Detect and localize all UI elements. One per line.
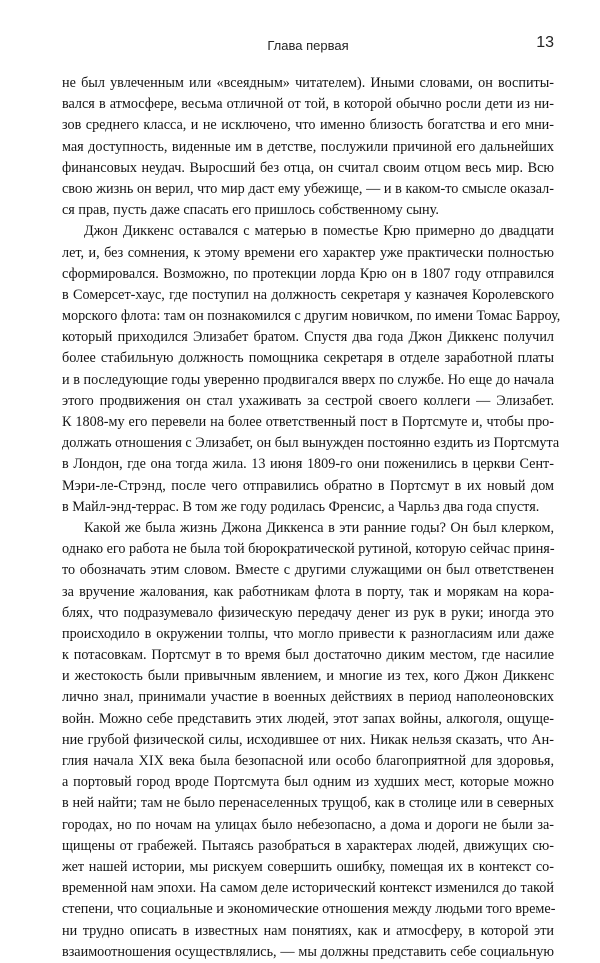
text-line: Мэри-ле-Стрэнд, после чего отправились обратно в Портсмут в их новый дом <box>62 477 554 494</box>
text-line: ние грубой физической силы, исходившее от них. Никак нельзя сказать, что Ан- <box>62 731 554 748</box>
text-line: ни трудно описать в известных нам понятиях, как и атмосферу, в которой эти <box>62 922 554 939</box>
text-line: зов среднего класса, и не исключено, что именно близость богатства и его мни- <box>62 117 554 134</box>
text-line: должать отношения с Элизабет, он был вынужден постоянно ездить из Портсмута <box>62 435 560 452</box>
text-line: войн. Можно себе представить этих людей, этот запах войны, алкоголя, ощуще- <box>62 710 554 727</box>
text-line: однако его работа не была той бюрократической рутиной, которую сейчас приня- <box>62 541 555 558</box>
text-line: сформировался. Возможно, по протекции лорда Крю он в 1807 году отправился <box>62 265 554 282</box>
chapter-title: Глава первая <box>267 38 349 53</box>
text-line: лет, и, без сомнения, к этому времени его характер уже практически полностью <box>62 244 554 261</box>
text-line: морского флота: там он познакомился с другим новичком, по имени Томас Барроу, <box>62 308 561 325</box>
paragraph <box>62 518 554 963</box>
text-line: К 1808-му его перевели на более ответственный пост в Портсмуте и, чтобы про- <box>62 414 554 430</box>
text-line: более стабильную должность помощника секретаря в отделе заработной платы <box>62 350 554 367</box>
text-line: жет нашей истории, мы рискуем совершить ошибку, помещая их в контекст со- <box>62 858 554 875</box>
text-line: взаимоотношения осуществлялись, — мы должны представить себе социальную <box>62 943 554 960</box>
text-line: блях, что подразумевало физическую передачу денег из рук в руки; иногда это <box>62 604 554 621</box>
text-line: Какой же была жизнь Джона Диккенса в эти ранние годы? Он был клерком, <box>84 519 554 536</box>
text-line: ся прав, пусть даже спасать его пришлось собственному сыну. <box>62 202 439 219</box>
text-line: вался в атмосфере, весьма отличной от той, в которой обычно росли дети из ни- <box>62 96 554 113</box>
text-line: в ней найти; там не было перенаселенных трущоб, как в столице или в северных <box>62 795 554 812</box>
paragraph <box>62 221 561 518</box>
page-number: 13 <box>536 34 554 51</box>
text-line: этого продвижения он стал ухаживать за сестрой своего коллеги — Элизабет. <box>62 392 554 409</box>
text-line: а портовый город вроде Портсмута был одним из худших мест, которые можно <box>62 774 554 791</box>
text-line: в Сомерсет-хаус, где поступил на должность секретаря у казначея Королевского <box>62 286 554 303</box>
text-line: временной нам эпохи. На самом деле исторический контекст изменился до такой <box>62 880 554 897</box>
text-line: Джон Диккенс оставался с матерью в поместье Крю примерно до двадцати <box>84 223 554 240</box>
text-line: происходило в окружении толпы, что могло привести к разногласиям или даже <box>62 625 554 642</box>
text-line: глия начала XIX века была безопасной или особо благоприятной для здоровья, <box>62 753 554 769</box>
text-line: свою жизнь он верил, что мир даст ему убежище, — и в каком-то смысле оказал- <box>62 180 554 197</box>
text-line: к потасовкам. Портсмут в то время был достаточно диким местом, где насилие <box>62 647 554 664</box>
text-line: мая доступность, виденные им в детстве, послужили причиной его дальнейших <box>62 138 554 155</box>
text-line: и жестокость были привычным явлением, и многие из тех, кого Джон Диккенс <box>62 668 554 685</box>
text-line: не был увлеченным или «всеядным» читателем). Иными словами, он воспиты- <box>62 75 554 91</box>
text-line: городах, но по ночам на улицах было небезопасно, а дома и дороги не были за- <box>62 816 554 833</box>
text-line: в Лондон, где она тогда жила. 13 июня 1809-го они поженились в церкви Сент- <box>62 456 554 473</box>
text-line: щищены от грабежей. Пытаясь разобраться в характерах людей, движущих сю- <box>62 837 554 854</box>
body-text <box>62 73 561 963</box>
text-line: лично знал, принимали участие в военных действиях в период наполеоновских <box>62 689 554 706</box>
text-line: за вручение жалования, как работникам флота в порту, так и морякам на кора- <box>62 583 554 600</box>
text-line: степени, что социальные и экономические отношения между людьми того време- <box>62 901 556 918</box>
text-line: который приходился Элизабет братом. Спустя два года Джон Диккенс получил <box>62 329 554 346</box>
text-line: в Майл-энд-террас. В том же году родилась Френсис, а Чарльз два года спустя. <box>62 498 540 515</box>
paragraph <box>62 73 554 221</box>
text-line: то обозначать этим словом. Вместе с другими служащими он был ответственен <box>62 562 554 579</box>
text-line: финансовых неудач. Выросший без отца, он считал своим отцом весь мир. Всю <box>62 159 554 176</box>
running-header <box>62 34 554 58</box>
text-line: и в последующие годы уверенно продвигался вверх по службе. Но еще до начала <box>62 371 554 388</box>
